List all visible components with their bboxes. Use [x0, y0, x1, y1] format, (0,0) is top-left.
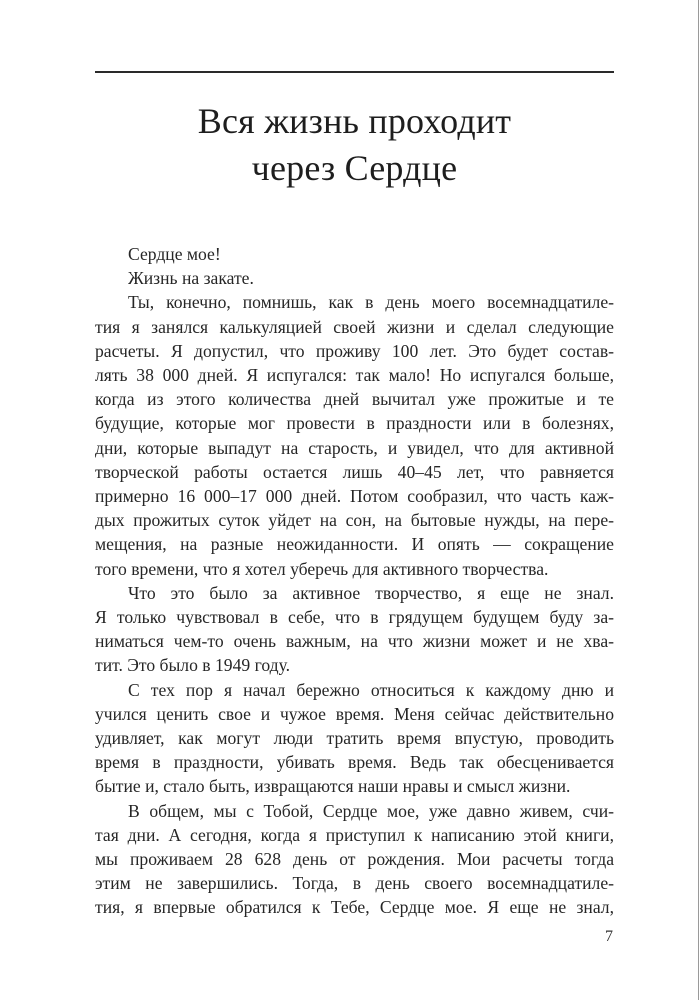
- text-line: примерно 16 000–17 000 дней. Потом сообразил, что часть каж-: [95, 486, 614, 507]
- text-line: дых прожитых суток уйдет на сон, на бытовые нужды, на пере-: [95, 510, 614, 531]
- text-line: С тех пор я начал бережно относиться к каждому дню и: [128, 679, 614, 700]
- text-line: тия я занялся калькуляцией своей жизни и сделал следующие: [95, 316, 614, 337]
- text-line: Я только чувствовал в себе, что в грядущем будущем буду за-: [95, 607, 614, 628]
- text-line: Жизнь на закате.: [128, 268, 254, 289]
- text-line: бытие и, стало быть, извращаются наши нравы и смысл жизни.: [95, 776, 571, 797]
- chapter-title-line-2: через Сердце: [251, 148, 458, 188]
- text-line: В общем, мы с Тобой, Сердце мое, уже давно живем, счи-: [128, 800, 614, 821]
- text-line: творческой работы остается лишь 40–45 лет, что равняется: [95, 461, 614, 482]
- text-line: время в праздности, убивать время. Ведь так обесценивается: [95, 752, 614, 773]
- page-number: 7: [605, 928, 613, 945]
- text-line: тит. Это было в 1949 году.: [95, 655, 291, 676]
- text-line: удивляет, как могут люди тратить время впустую, проводить: [95, 728, 614, 749]
- text-line: мы проживаем 28 628 день от рождения. Мои расчеты тогда: [95, 849, 614, 870]
- chapter-title: [95, 98, 614, 192]
- text-line: Что это было за активное творчество, я еще не знал.: [128, 582, 614, 603]
- header-rule: [95, 71, 614, 73]
- text-line: того времени, что я хотел уберечь для активного творчества.: [95, 558, 549, 579]
- text-line: расчеты. Я допустил, что проживу 100 лет. Это будет состав-: [95, 340, 614, 361]
- text-line: тая дни. А сегодня, когда я приступил к написанию этой книги,: [95, 824, 614, 845]
- text-line: когда из этого количества дней вычитал уже прожитые и те: [95, 389, 614, 410]
- chapter-title-line-1: Вся жизнь проходит: [197, 101, 512, 141]
- text-line: учился ценить свое и чужое время. Меня сейчас действительно: [95, 703, 614, 724]
- text-line: Ты, конечно, помнишь, как в день моего восемнадцатиле-: [128, 292, 614, 313]
- text-line: ниматься чем-то очень важным, на что жизни может и не хва-: [95, 631, 614, 652]
- text-line: тия, я впервые обратился к Тебе, Сердце мое. Я еще не знал,: [95, 897, 614, 918]
- body-text: [95, 242, 614, 920]
- text-line: этим не завершились. Тогда, в день своего восемнадцатиле-: [95, 873, 614, 894]
- text-line: будущие, которые мог провести в праздности или в болезнях,: [95, 413, 614, 434]
- text-line: мещения, на разные неожиданности. И опять — сокращение: [95, 534, 614, 555]
- text-line: Сердце мое!: [128, 244, 221, 264]
- text-line: дни, которые выпадут на старость, и увидел, что для активной: [95, 437, 614, 458]
- text-line: лять 38 000 дней. Я испугался: так мало! Но испугался больше,: [95, 365, 614, 386]
